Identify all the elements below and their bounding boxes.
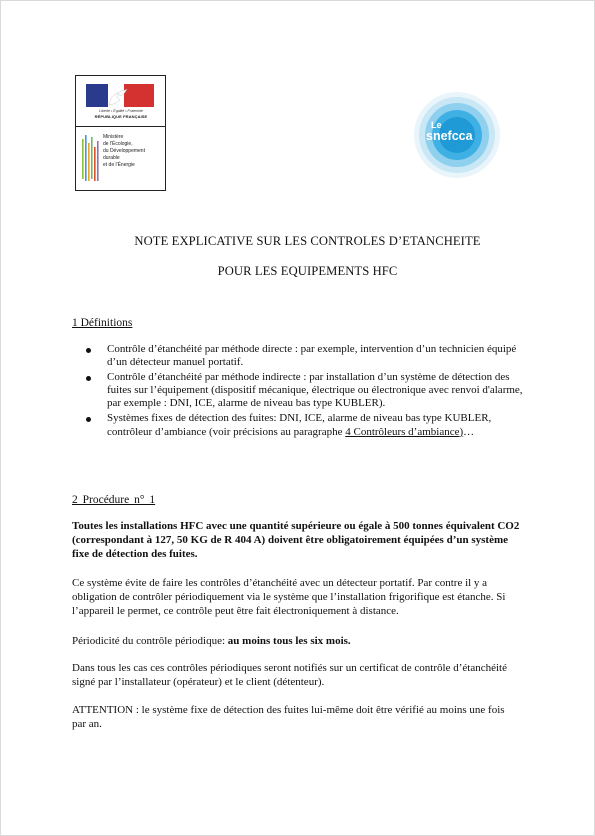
list-item-text-after: …: [463, 425, 475, 438]
bullet-icon: [86, 348, 91, 353]
periodicity-value: au moins tous les six mois.: [227, 635, 351, 647]
list-item-text: Contrôle d’étanchéité par méthode indirecte : par installation d’un système de détection des fuites sur l’équipement (dispositif mécanique, électrique ou électronique avec renvoi d'alarme, par exemple : DNI, ICE, alarme de niveau bas type KUBLER).: [107, 371, 523, 410]
paragraph-periodicity: [72, 634, 520, 648]
logo-republique: RÉPUBLIQUE FRANÇAISE: [94, 114, 148, 119]
document-title-line2: POUR LES EQUIPEMENTS HFC: [217, 264, 398, 278]
ministry-line: du Développement: [103, 148, 145, 154]
paragraph-attention: ATTENTION : le système fixe de détection des fuites lui-même doit être vérifié au moins une fois par an.: [72, 704, 505, 730]
section-1-heading: 1 Définitions: [72, 317, 133, 329]
marianne-icon: [106, 88, 128, 106]
bullet-icon: [86, 417, 91, 422]
list-item-text: Systèmes fixes de détection des fuites: DNI, ICE, alarme de niveau bas type KUBLER, contrôleur d’ambiance (voir précisions au paragraphe: [107, 412, 492, 438]
bold-requirement-paragraph: Toutes les installations HFC avec une quantité supérieure ou égale à 500 tonnes équivalent CO2 (correspondant à 127, 50 KG de R 404 A) doivent être obligatoirement équipées d’un système fixe de détection des fuites.: [72, 520, 520, 560]
ministry-line: de l'Écologie,: [103, 141, 133, 147]
snefcca-logo: [412, 90, 502, 180]
logo-divider: [76, 126, 165, 127]
ministry-stripes-icon: [81, 133, 101, 183]
definitions-list: [84, 343, 524, 441]
controleurs-ambiance-link[interactable]: 4 Contrôleurs d’ambiance): [345, 425, 464, 438]
bullet-icon: [86, 376, 91, 381]
document-title-line1: NOTE EXPLICATIVE SUR LES CONTROLES D’ETANCHEITE: [134, 234, 481, 248]
ministry-name: [103, 134, 163, 169]
paragraph-fixed-system: Ce système évite de faire les contrôles d’étanchéité avec un détecteur portatif. Par contre il y a obligation de contrôler périodiquement via le système que l’installation frigorifique est étanche. Si l’appareil le permet, ce contrôle peut être fait électroniquement à distance.: [72, 577, 506, 617]
paragraph-certificate: Dans tous les cas ces contrôles périodiques seront notifiés sur un certificat de contrôle d’étanchéité signé par l’installateur (opérateur) et le client (détenteur).: [72, 662, 507, 688]
list-item: [84, 343, 524, 369]
logo-motto: Liberté • Égalité • Fraternité: [99, 109, 143, 113]
ministry-logo: [75, 75, 166, 191]
ministry-line: Ministère: [103, 134, 124, 140]
snefcca-line1: Le: [431, 120, 442, 130]
section-2-heading: 2 Procédure n° 1: [72, 494, 156, 506]
list-item: [84, 412, 524, 438]
list-item: [84, 371, 524, 410]
ministry-line: et de l'Énergie: [103, 162, 135, 168]
list-item-text: Contrôle d’étanchéité par méthode directe : par exemple, intervention d’un technicien équipé d’un détecteur manuel portatif.: [107, 343, 517, 369]
snefcca-line2: snefcca: [426, 129, 473, 143]
ministry-line: durable: [103, 155, 120, 161]
periodicity-label: Périodicité du contrôle périodique:: [72, 635, 228, 647]
